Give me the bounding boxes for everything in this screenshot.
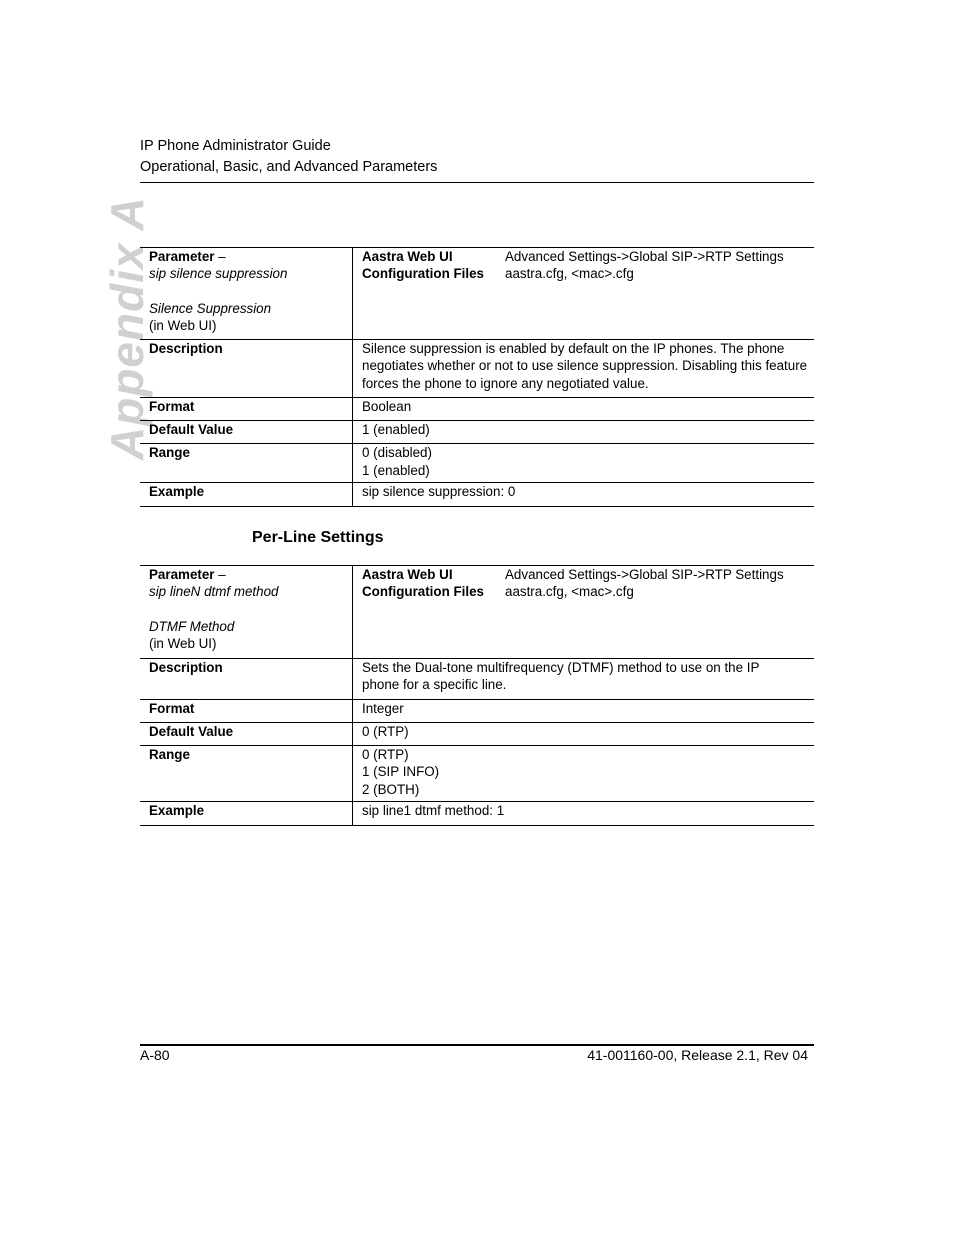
in-web-ui-note: (in Web UI) [149, 635, 217, 651]
table-row [140, 746, 814, 802]
description-label: Description [140, 340, 353, 398]
table-row [140, 421, 814, 444]
range-option: 2 (BOTH) [362, 781, 420, 797]
parameter-name: sip lineN dtmf method [149, 584, 279, 600]
table-row [140, 340, 814, 398]
config-files-value: aastra.cfg, <mac>.cfg [505, 584, 634, 600]
range-option: 0 (RTP) [362, 747, 409, 763]
in-web-ui-note: (in Web UI) [149, 317, 217, 333]
range-label: Range [140, 746, 353, 802]
appendix-side-tab: Appendix A [101, 196, 153, 460]
range-value [353, 444, 815, 483]
range-option: 1 (enabled) [362, 462, 430, 478]
web-ui-label: Aastra Web UI [362, 567, 453, 582]
web-ui-path: Advanced Settings->Global SIP->RTP Settings [505, 567, 784, 582]
parameter-dash: – [214, 567, 226, 582]
range-value [353, 746, 815, 802]
format-label: Format [140, 699, 353, 722]
header-title: IP Phone Administrator Guide [140, 138, 331, 154]
table-row [140, 566, 814, 659]
table-row [140, 802, 814, 826]
description-value: Sets the Dual-tone multifrequency (DTMF) method to use on the IP phone for a specific line. [353, 659, 815, 700]
description-value: Silence suppression is enabled by default on the IP phones. The phone negotiates whether or not to use silence suppression. Disabling this feature forces the phone to ignore any negotiated value. [353, 340, 815, 398]
range-option: 1 (SIP INFO) [362, 764, 440, 780]
header-rule [140, 182, 814, 183]
parameter-cell [140, 566, 353, 659]
page-number: A-80 [140, 1047, 170, 1063]
table-row [140, 483, 814, 507]
section-heading: Per-Line Settings [252, 529, 384, 546]
web-ui-label: Aastra Web UI [362, 249, 453, 264]
example-value: sip silence suppression: 0 [353, 483, 815, 507]
location-cell [353, 248, 815, 340]
table-row [140, 722, 814, 745]
default-value-value: 1 (enabled) [353, 421, 815, 444]
config-files-label: Configuration Files [362, 266, 484, 282]
parameter-name: sip silence suppression [149, 266, 288, 282]
parameter-cell [140, 248, 353, 340]
location-cell [353, 566, 815, 659]
header-subtitle: Operational, Basic, and Advanced Parameters [140, 159, 438, 175]
config-files-label: Configuration Files [362, 584, 484, 600]
table-row [140, 397, 814, 420]
format-value: Integer [353, 699, 815, 722]
range-label: Range [140, 444, 353, 483]
web-ui-name: DTMF Method [149, 618, 235, 634]
table-row [140, 248, 814, 340]
table-row [140, 659, 814, 700]
default-value-label: Default Value [140, 421, 353, 444]
web-ui-path: Advanced Settings->Global SIP->RTP Settings [505, 249, 784, 264]
example-value: sip line1 dtmf method: 1 [353, 802, 815, 826]
format-value: Boolean [353, 397, 815, 420]
default-value-label: Default Value [140, 722, 353, 745]
example-label: Example [140, 483, 353, 507]
document-id: 41-001160-00, Release 2.1, Rev 04 [587, 1047, 808, 1063]
range-option: 0 (disabled) [362, 445, 432, 461]
web-ui-name: Silence Suppression [149, 300, 272, 316]
example-label: Example [140, 802, 353, 826]
running-header [140, 136, 437, 178]
format-label: Format [140, 397, 353, 420]
config-files-value: aastra.cfg, <mac>.cfg [505, 266, 634, 282]
description-label: Description [140, 659, 353, 700]
parameter-table-silence-suppression [140, 247, 814, 507]
table-row [140, 444, 814, 483]
parameter-dash: – [214, 249, 226, 264]
parameter-table-dtmf-method [140, 565, 814, 826]
footer-rule [140, 1044, 814, 1046]
default-value-value: 0 (RTP) [353, 722, 815, 745]
table-row [140, 699, 814, 722]
parameter-label: Parameter [149, 567, 215, 582]
parameter-label: Parameter [149, 249, 215, 264]
